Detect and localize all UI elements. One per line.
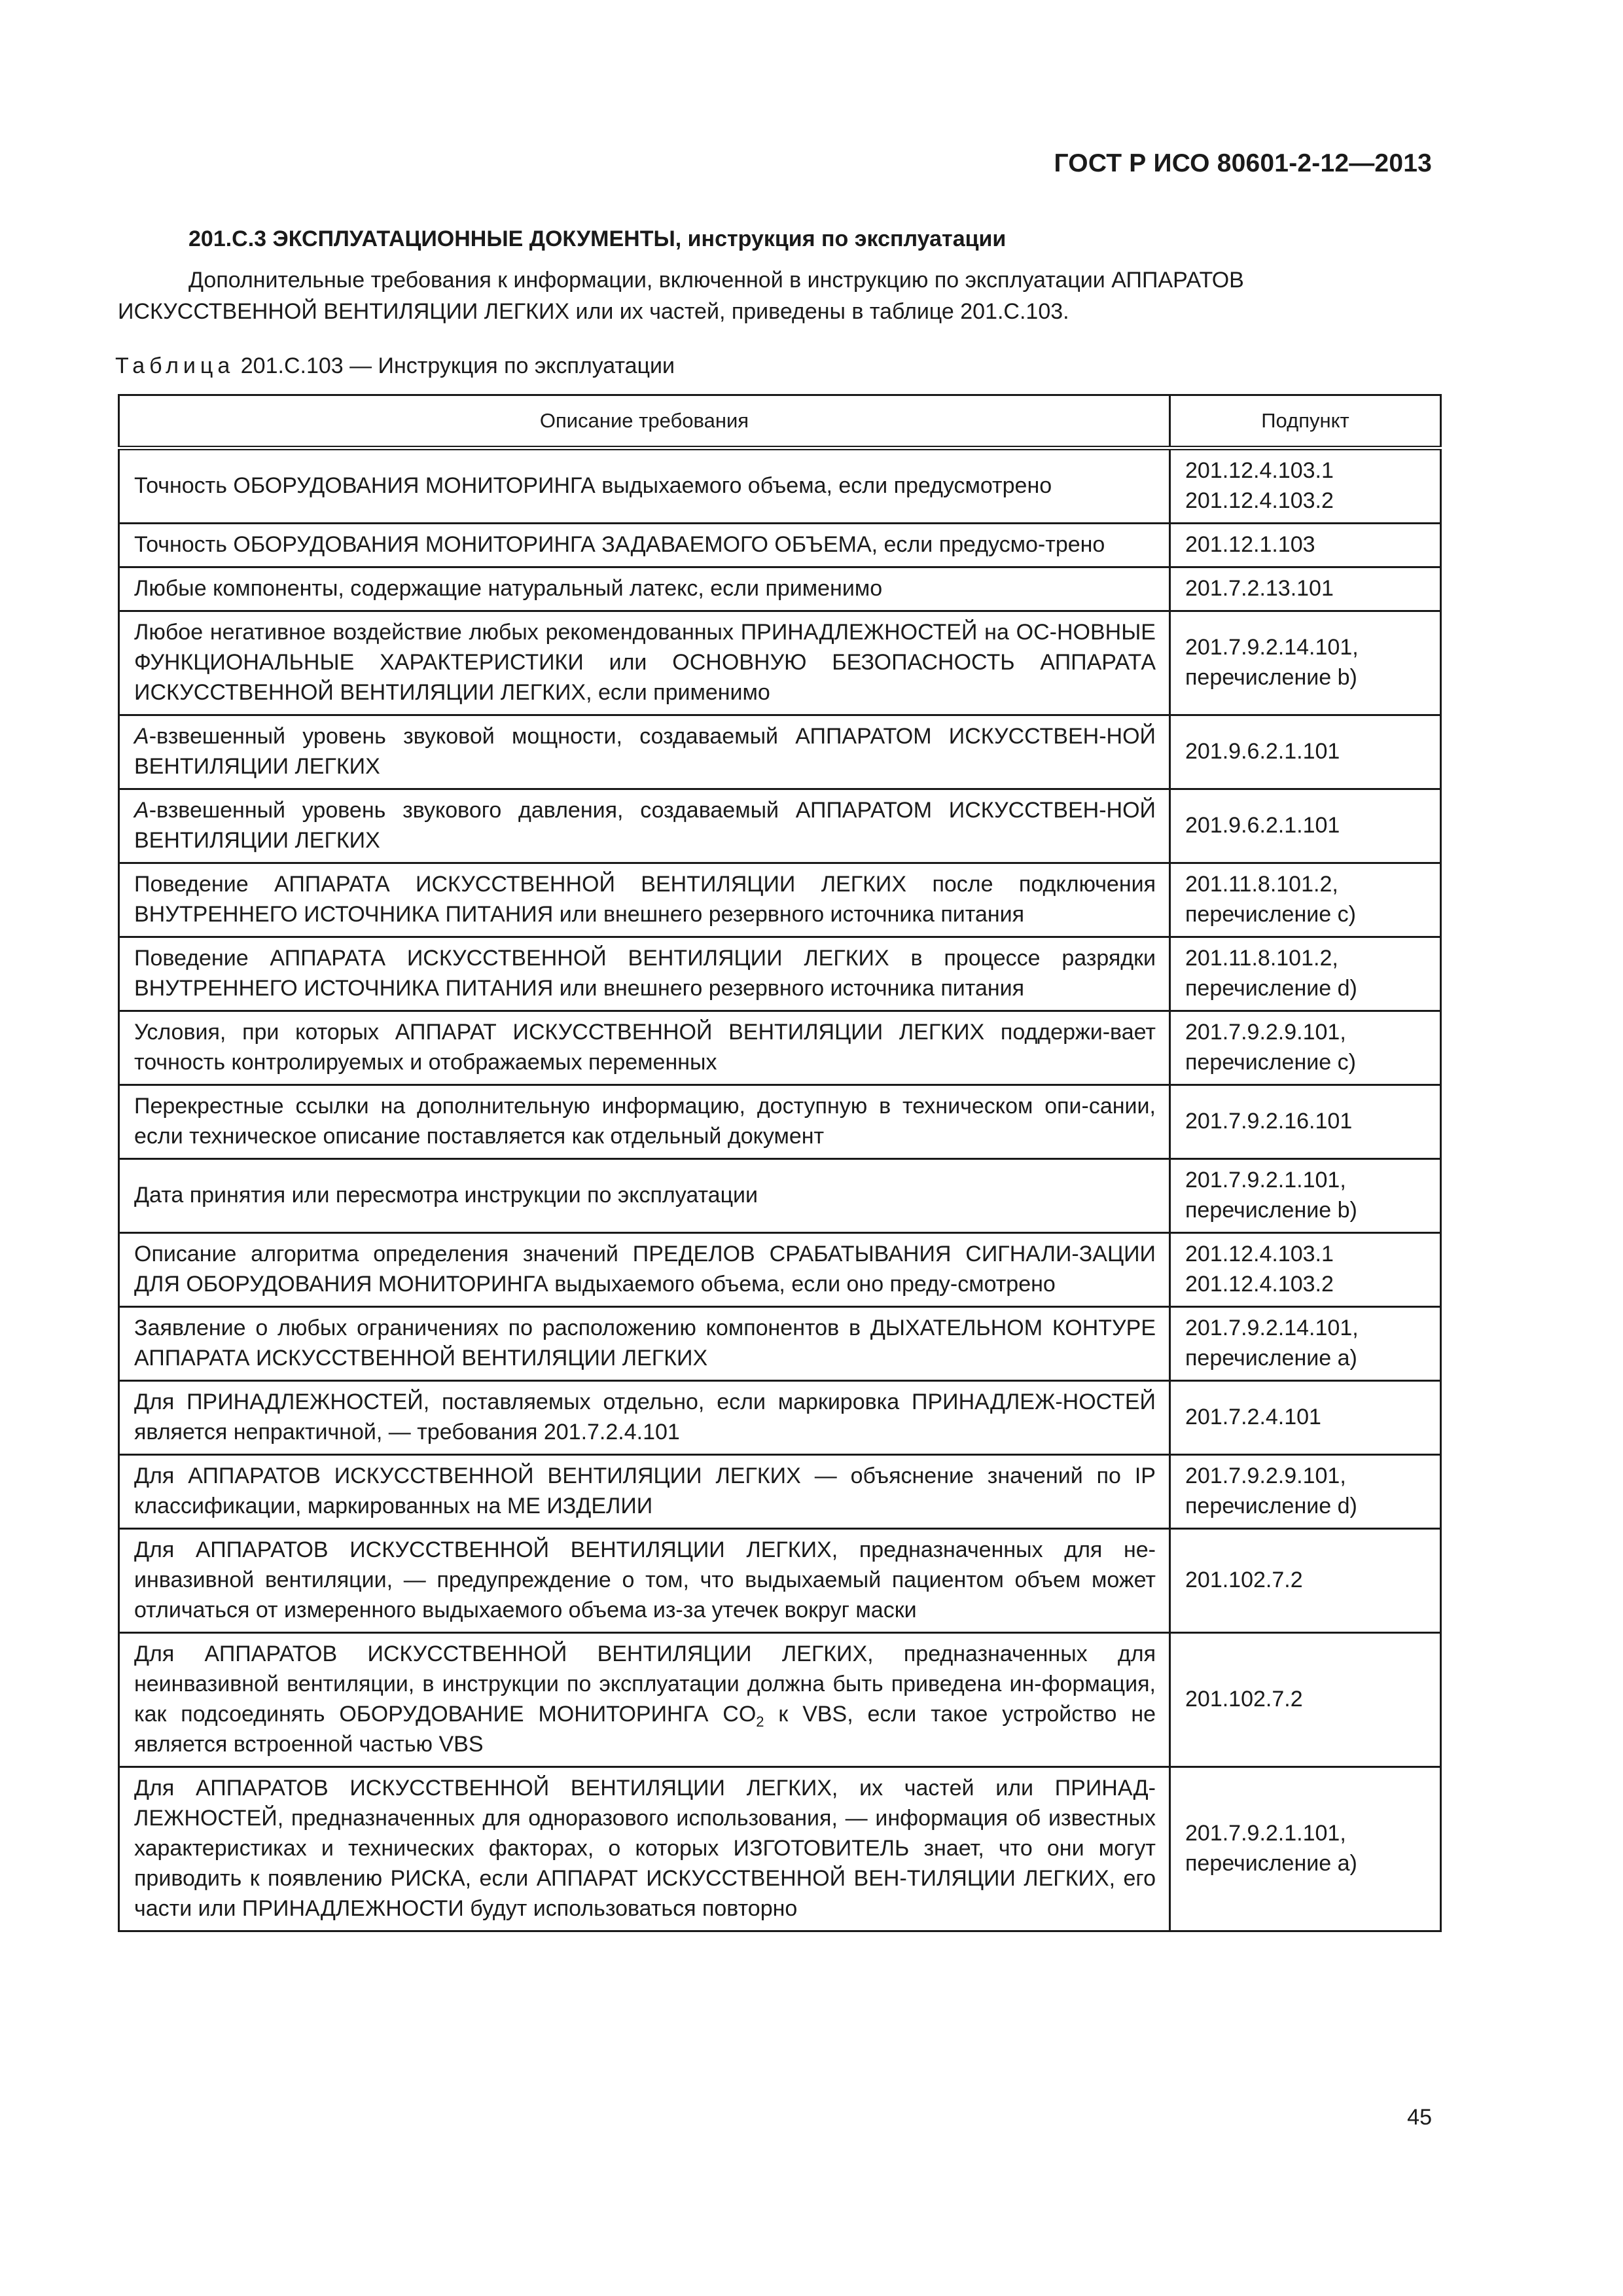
requirement-description [119,1307,1170,1381]
subclause-line-2: перечисление d) [1185,976,1357,1001]
requirement-description [119,611,1170,715]
intro-line-1: Дополнительные требования к информации, включенной в инструкцию по эксплуатации АППАРАТОВ [188,268,1244,293]
table-row [119,524,1441,567]
subclause-line-1: 201.11.8.101.2, [1185,946,1338,971]
intro-line-2: ИСКУССТВЕННОЙ ВЕНТИЛЯЦИИ ЛЕГКИХ или их частей, приведены в таблице 201.C.103. [118,299,1069,324]
requirement-description [119,1011,1170,1085]
subclause-line-1: 201.11.8.101.2, [1185,872,1338,897]
subclause-line-2: 201.12.4.103.2 [1185,1272,1334,1297]
subclause-line-1: 201.12.1.103 [1185,532,1315,557]
subclause-line-1: 201.7.9.2.9.101, [1185,1020,1346,1045]
subclause-line-1: 201.7.9.2.1.101, [1185,1168,1346,1193]
subclause-line-1: 201.7.9.2.16.101 [1185,1109,1353,1134]
subclause-reference [1170,567,1441,611]
subclause-reference [1170,1159,1441,1233]
description-text: Для АППАРАТОВ ИСКУССТВЕННОЙ ВЕНТИЛЯЦИИ ЛЕГКИХ — объяснение значений по IP классификации, маркированных на МЕ ИЗДЕЛИИ [134,1463,1156,1518]
subclause-line-1: 201.7.9.2.14.101, [1185,635,1359,660]
description-text: Точность ОБОРУДОВАНИЯ МОНИТОРИНГА выдыхаемого объема, если предусмотрено [134,473,1052,498]
subclause-reference [1170,1233,1441,1307]
subclause-line-1: 201.102.7.2 [1185,1687,1303,1712]
subclause-line-1: 201.9.6.2.1.101 [1185,739,1340,764]
description-text: Перекрестные ссылки на дополнительную информацию, доступную в техническом опи-сании, если техническое описание поставляется как отдельный документ [134,1094,1156,1149]
description-text: Для ПРИНАДЛЕЖНОСТЕЙ, поставляемых отдельно, если маркировка ПРИНАДЛЕЖ-НОСТЕЙ является непрактичной, — требования 201.7.2.4.101 [134,1390,1156,1444]
subclause-line-1: 201.12.4.103.1 [1185,1242,1334,1266]
table-row [119,1455,1441,1529]
table-row [119,1233,1441,1307]
subclause-reference [1170,1633,1441,1767]
description-text: Точность ОБОРУДОВАНИЯ МОНИТОРИНГА ЗАДАВАЕМОГО ОБЪЕМА, если предусмо-трено [134,532,1105,557]
subclause-line-1: 201.7.9.2.1.101, [1185,1821,1346,1846]
table-row [119,1011,1441,1085]
subclause-reference [1170,1011,1441,1085]
subclause-reference [1170,863,1441,937]
table-caption [115,353,675,379]
table-caption-text: 201.C.103 — Инструкция по эксплуатации [240,353,675,378]
table-row [119,1767,1441,1931]
description-text: Дата принятия или пересмотра инструкции по эксплуатации [134,1183,758,1208]
description-text: Для АППАРАТОВ ИСКУССТВЕННОЙ ВЕНТИЛЯЦИИ ЛЕГКИХ, их частей или ПРИНАД-ЛЕЖНОСТЕЙ, предназначенных для одноразового использования, — информация об известных характеристиках и технических факторах, о которых ИЗГОТОВИТЕЛЬ знает, что они могут приводить к появлению РИСКА, если АППАРАТ ИСКУССТВЕННОЙ ВЕН-ТИЛЯЦИИ ЛЕГКИХ, его части или ПРИНАДЛЕЖНОСТИ будут использоваться повторно [134,1776,1156,1921]
subclause-reference [1170,937,1441,1011]
subclause-reference [1170,789,1441,863]
requirement-description [119,1233,1170,1307]
intro-paragraph [118,264,1438,327]
description-text: Для АППАРАТОВ ИСКУССТВЕННОЙ ВЕНТИЛЯЦИИ ЛЕГКИХ, предназначенных для не-инвазивной вентиляции, — предупреждение о том, что выдыхаемый пациентом объем может отличаться от измеренного выдыхаемого объема из-за утечек вокруг маски [134,1537,1156,1623]
subclause-line-2: перечисление b) [1185,1198,1357,1223]
requirement-description [119,1455,1170,1529]
description-text: Любое негативное воздействие любых рекомендованных ПРИНАДЛЕЖНОСТЕЙ на ОС-НОВНЫЕ ФУНКЦИОНАЛЬНЫЕ ХАРАКТЕРИСТИКИ или ОСНОВНУЮ БЕЗОПАСНОСТЬ АППАРАТА ИСКУССТВЕННОЙ ВЕНТИЛЯЦИИ ЛЕГКИХ, если применимо [134,620,1156,705]
table-row [119,789,1441,863]
table-header-row [119,395,1441,448]
requirement-description [119,1159,1170,1233]
table-row [119,1159,1441,1233]
header-subclause: Подпункт [1170,395,1441,448]
subclause-reference [1170,611,1441,715]
table-row [119,448,1441,524]
table-body [119,448,1441,1931]
requirement-description [119,863,1170,937]
subclause-line-2: перечисление b) [1185,665,1357,690]
description-text: Любые компоненты, содержащие натуральный латекс, если применимо [134,576,883,601]
requirement-description [119,1529,1170,1633]
subclause-reference [1170,715,1441,789]
table-row [119,715,1441,789]
subclause-line-2: перечисление c) [1185,902,1356,927]
requirement-description [119,524,1170,567]
subclause-reference [1170,1529,1441,1633]
document-code: ГОСТ Р ИСО 80601-2-12—2013 [1054,149,1432,177]
description-text: Описание алгоритма определения значений ПРЕДЕЛОВ СРАБАТЫВАНИЯ СИГНАЛИ-ЗАЦИИ ДЛЯ ОБОРУДОВАНИЯ МОНИТОРИНГА выдыхаемого объема, если оно преду-смотрено [134,1242,1156,1297]
table-row [119,937,1441,1011]
subclause-reference [1170,1307,1441,1381]
requirement-description [119,1767,1170,1931]
subclause-line-2: перечисление c) [1185,1050,1356,1075]
header-description: Описание требования [119,395,1170,448]
subclause-line-1: 201.9.6.2.1.101 [1185,813,1340,838]
table-row [119,1381,1441,1455]
subclause-line-1: 201.102.7.2 [1185,1568,1303,1592]
table-row [119,1633,1441,1767]
requirement-description [119,937,1170,1011]
table-row [119,1529,1441,1633]
table-row [119,1085,1441,1159]
description-text: Заявление о любых ограничениях по расположению компонентов в ДЫХАТЕЛЬНОМ КОНТУРЕ АППАРАТА ИСКУССТВЕННОЙ ВЕНТИЛЯЦИИ ЛЕГКИХ [134,1316,1156,1371]
table-caption-word: Таблица [115,353,235,378]
subclause-reference [1170,1381,1441,1455]
subclause-line-1: 201.7.9.2.9.101, [1185,1463,1346,1488]
subclause-reference [1170,524,1441,567]
subclause-line-1: 201.12.4.103.1 [1185,458,1334,483]
table-row [119,611,1441,715]
a-weighted-prefix: A [134,724,149,749]
page-number: 45 [1407,2105,1432,2130]
subclause-reference [1170,1085,1441,1159]
requirement-description [119,1381,1170,1455]
description-text: -взвешенный уровень звуковой мощности, создаваемый АППАРАТОМ ИСКУССТВЕН-НОЙ ВЕНТИЛЯЦИИ ЛЕГКИХ [134,724,1156,779]
requirement-description [119,789,1170,863]
table-row [119,863,1441,937]
subclause-line-2: перечисление d) [1185,1494,1357,1518]
table-row [119,567,1441,611]
requirement-description [119,448,1170,524]
subclause-line-1: 201.7.2.13.101 [1185,576,1334,601]
subscript: 2 [756,1713,764,1730]
subclause-reference [1170,1455,1441,1529]
requirements-table [118,394,1442,1932]
requirement-description [119,715,1170,789]
subclause-line-1: 201.7.2.4.101 [1185,1405,1321,1429]
description-text: Поведение АППАРАТА ИСКУССТВЕННОЙ ВЕНТИЛЯЦИИ ЛЕГКИХ после подключения ВНУТРЕННЕГО ИСТОЧНИКА ПИТАНИЯ или внешнего резервного источника питания [134,872,1156,927]
subclause-line-2: перечисление a) [1185,1851,1357,1876]
subclause-reference [1170,448,1441,524]
subclause-line-2: перечисление a) [1185,1346,1357,1371]
description-text: -взвешенный уровень звукового давления, создаваемый АППАРАТОМ ИСКУССТВЕН-НОЙ ВЕНТИЛЯЦИИ ЛЕГКИХ [134,798,1156,853]
description-text: Для АППАРАТОВ ИСКУССТВЕННОЙ ВЕНТИЛЯЦИИ ЛЕГКИХ, предназначенных для неинвазивной вентиляции, в инструкции по эксплуатации должна быть приведена ин-формация, как подсоединять ОБОРУДОВАНИЕ МОНИТОРИНГА CO [134,1641,1156,1727]
section-heading: 201.C.3 ЭКСПЛУАТАЦИОННЫЕ ДОКУМЕНТЫ, инструкция по эксплуатации [188,226,1007,251]
table-row [119,1307,1441,1381]
requirement-description [119,567,1170,611]
description-text: Поведение АППАРАТА ИСКУССТВЕННОЙ ВЕНТИЛЯЦИИ ЛЕГКИХ в процессе разрядки ВНУТРЕННЕГО ИСТОЧНИКА ПИТАНИЯ или внешнего резервного источника питания [134,946,1156,1001]
subclause-reference [1170,1767,1441,1931]
requirement-description [119,1085,1170,1159]
description-text-suffix: к VBS, если такое устройство не является встроенной частью VBS [134,1702,1156,1757]
subclause-line-2: 201.12.4.103.2 [1185,488,1334,513]
subclause-line-1: 201.7.9.2.14.101, [1185,1316,1359,1340]
requirement-description [119,1633,1170,1767]
description-text: Условия, при которых АППАРАТ ИСКУССТВЕННОЙ ВЕНТИЛЯЦИИ ЛЕГКИХ поддержи-вает точность контролируемых и отображаемых переменных [134,1020,1156,1075]
a-weighted-prefix: A [134,798,149,823]
